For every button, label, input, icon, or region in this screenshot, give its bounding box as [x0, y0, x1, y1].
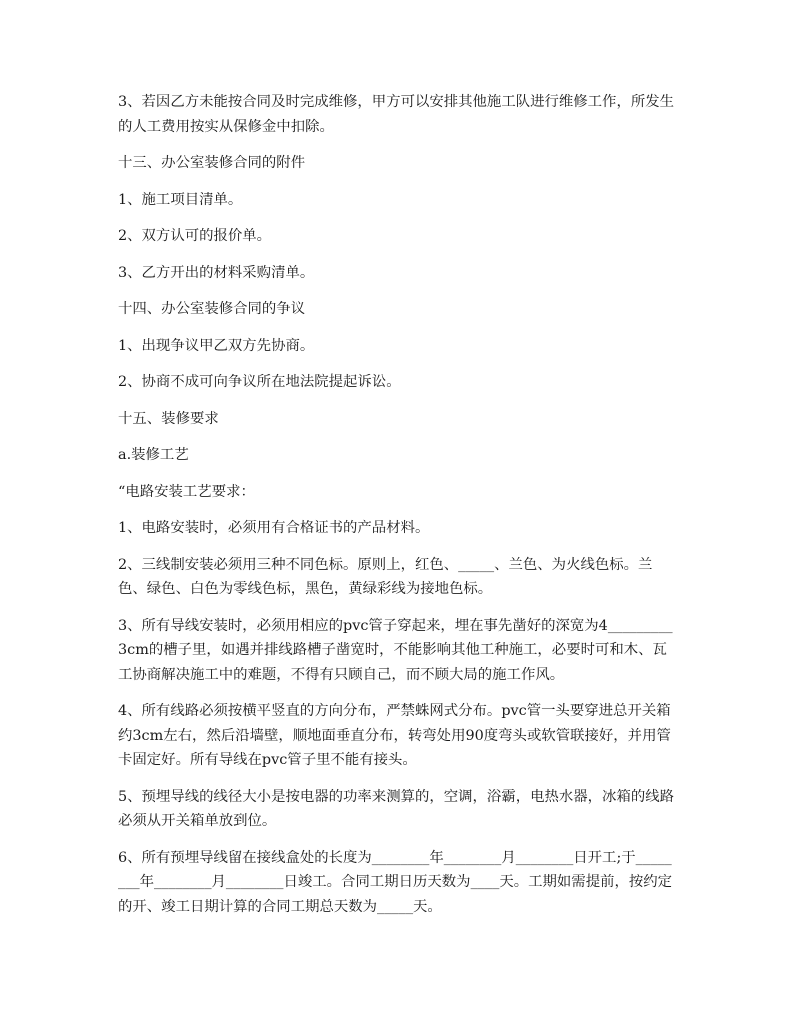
paragraph-attachment-3: 3、乙方开出的材料采购清单。	[118, 264, 315, 281]
paragraph-attachment-2: 2、双方认可的报价单。	[118, 228, 272, 244]
paragraph-dispute-2: 2、协商不成可向争议所在地法院提起诉讼。	[118, 374, 401, 390]
paragraph-electrical-1: 1、电路安装时，必须用有合格证书的产品材料。	[118, 520, 430, 536]
paragraph-electrical-5: 5、预埋导线的线径大小是按电器的功率来测算的，空调，浴霸，电热水器，冰箱的线路必须从开关箱单放到位。	[118, 788, 675, 829]
paragraph-electrical-4: 4、所有线路必须按横平竖直的方向分布，严禁蛛网式分布。pvc管一头要穿进总开关箱约3cm左右，然后沿墙壁，顺地面垂直分布，转弯处用90度弯头或软管联接好，并用管卡固定好。所有导线在pvc管子里不能有接头。	[118, 703, 671, 768]
subheading-electrical: “电路安装工艺要求：	[118, 483, 255, 500]
paragraph-electrical-3: 3、所有导线安装时，必须用相应的pvc管子穿起来，埋在事先凿好的深宽为4_________3cm的槽子里，如遇并排线路槽子凿宽时，不能影响其他工种施工，必要时可和木、瓦工协商解决施工中的难题，不得有只顾自己，而不顾大局的施工作风。	[118, 617, 673, 683]
heading-section-14: 十四、办公室装修合同的争议	[118, 301, 306, 317]
paragraph-clause-3-repair: 3、若因乙方未能按合同及时完成维修，甲方可以安排其他施工队进行维修工作，所发生的人工费用按实从保修金中扣除。	[118, 94, 675, 135]
paragraph-attachment-1: 1、施工项目清单。	[118, 191, 243, 208]
heading-section-13: 十三、办公室装修合同的附件	[118, 155, 306, 171]
heading-section-15: 十五、装修要求	[118, 410, 219, 427]
paragraph-electrical-2: 2、三线制安装必须用三种不同色标。原则上，红色、_____、兰色、为火线色标。兰色、绿色、白色为零线色标，黑色，黄绿彩线为接地色标。	[118, 556, 653, 597]
document-page	[118, 90, 678, 931]
subheading-craft: a.装修工艺	[118, 447, 189, 463]
paragraph-electrical-6: 6、所有预埋导线留在接线盒处的长度为________年________月________日开工;于________年________月________日竣工。合同工期日历天数为____天。工期如需提前，按约定的开、竣工日期计算的合同工期总天数为_____天。	[118, 849, 673, 915]
paragraph-dispute-1: 1、出现争议甲乙双方先协商。	[118, 337, 315, 354]
